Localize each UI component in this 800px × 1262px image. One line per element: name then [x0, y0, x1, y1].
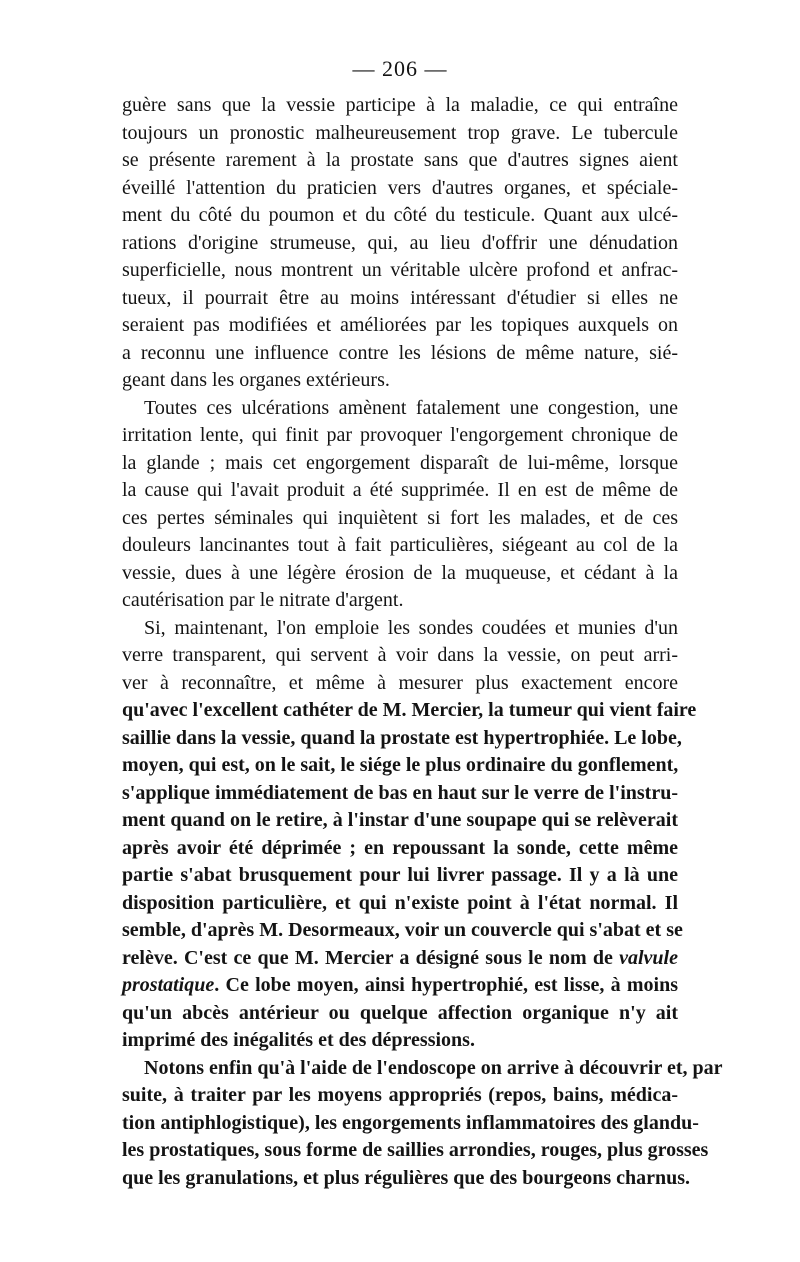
text-line: moyen, qui est, on le sait, le siége le plus ordinaire du gonflement,: [122, 754, 679, 776]
text-line: superficielle, nous montrent un véritable ulcère profond et anfrac-: [122, 259, 678, 281]
text-line: s'applique immédiatement de bas en haut sur le verre de l'instru-: [122, 781, 678, 804]
italic-term: valvule: [619, 946, 678, 969]
page-number: — 206 —: [352, 56, 448, 81]
text-line: toujours un pronostic malheureusement trop grave. Le tubercule: [122, 121, 678, 144]
text-line: éveillé l'attention du praticien vers d'autres organes, et spéciale-: [122, 176, 678, 199]
text-line: verre transparent, qui servent à voir dans la vessie, on peut arri-: [122, 644, 678, 666]
text-line: rations d'origine strumeuse, qui, au lieu d'offrir une dénudation: [122, 231, 678, 254]
text-line: geant dans les organes extérieurs.: [122, 369, 390, 391]
text-line: ces pertes séminales qui inquiètent si fort les malades, et de ces: [122, 506, 678, 529]
paragraph-start-line: Notons enfin qu'à l'aide de l'endoscope on arrive à découvrir et, par: [144, 1056, 723, 1079]
text-line: qu'avec l'excellent cathéter de M. Mercier, la tumeur qui vient faire: [122, 699, 697, 721]
paragraph-start-line: Toutes ces ulcérations amènent fatalement une congestion, une: [144, 396, 678, 419]
text-line: guère sans que la vessie participe à la maladie, ce qui entraîne: [122, 94, 678, 116]
text-line: [122, 972, 678, 1000]
text-line: imprimé des inégalités et des dépressions.: [122, 1029, 475, 1051]
text-fragment: . Ce lobe moyen, ainsi hypertrophié, est lisse, à moins: [214, 974, 678, 996]
text-line: suite, à traiter par les moyens appropriés (repos, bains, médica-: [122, 1084, 678, 1106]
text-line: que les granulations, et plus régulières que des bourgeons charnus.: [122, 1166, 691, 1189]
italic-term: prostatique: [122, 974, 215, 996]
text-line: la cause qui l'avait produit a été supprimée. Il en est de même de: [122, 479, 678, 501]
text-line: saillie dans la vessie, quand la prostate est hypertrophiée. Le lobe,: [122, 726, 682, 749]
text-line: cautérisation par le nitrate d'argent.: [122, 589, 404, 611]
text-line: douleurs lancinantes tout à fait particulières, siégeant au col de la: [122, 534, 678, 556]
text-line: se présente rarement à la prostate sans que d'autres signes aient: [122, 149, 678, 171]
text-line: qu'un abcès antérieur ou quelque affection organique n'y ait: [122, 1001, 678, 1024]
text-line: a reconnu une influence contre les lésions de même nature, sié-: [122, 341, 678, 364]
text-line: [122, 945, 678, 973]
text-line: tueux, il pourrait être au moins intéressant d'étudier si elles ne: [122, 286, 678, 309]
text-line: disposition particulière, et qui n'existe point à l'état normal. Il: [122, 891, 678, 914]
body-text: [122, 92, 723, 1192]
paragraph-start-line: Si, maintenant, l'on emploie les sondes coudées et munies d'un: [144, 616, 678, 639]
text-line: les prostatiques, sous forme de saillies arrondies, rouges, plus grosses: [122, 1139, 709, 1161]
text-line: seraient pas modifiées et améliorées par les topiques auxquels on: [122, 314, 678, 336]
text-line: la glande ; mais cet engorgement disparaît de lui-même, lorsque: [122, 451, 678, 474]
text-line: irritation lente, qui finit par provoquer l'engorgement chronique de: [122, 424, 678, 446]
text-fragment: relève. C'est ce que M. Mercier a désigné sous le nom de: [122, 946, 613, 969]
text-line: partie s'abat brusquement pour lui livrer passage. Il y a là une: [122, 864, 678, 886]
text-line: vessie, dues à une légère érosion de la muqueuse, et cédant à la: [122, 561, 678, 584]
text-line: tion antiphlogistique), les engorgements inflammatoires des glandu-: [122, 1111, 699, 1134]
text-line: ver à reconnaître, et même à mesurer plus exactement encore: [122, 671, 678, 694]
text-line: ment quand on le retire, à l'instar d'une soupape qui se relèverait: [122, 809, 678, 831]
text-line: ment du côté du poumon et du côté du testicule. Quant aux ulcé-: [122, 204, 678, 226]
text-line: après avoir été déprimée ; en repoussant la sonde, cette même: [122, 836, 678, 859]
text-line: semble, d'après M. Desormeaux, voir un couvercle qui s'abat et se: [122, 919, 683, 941]
